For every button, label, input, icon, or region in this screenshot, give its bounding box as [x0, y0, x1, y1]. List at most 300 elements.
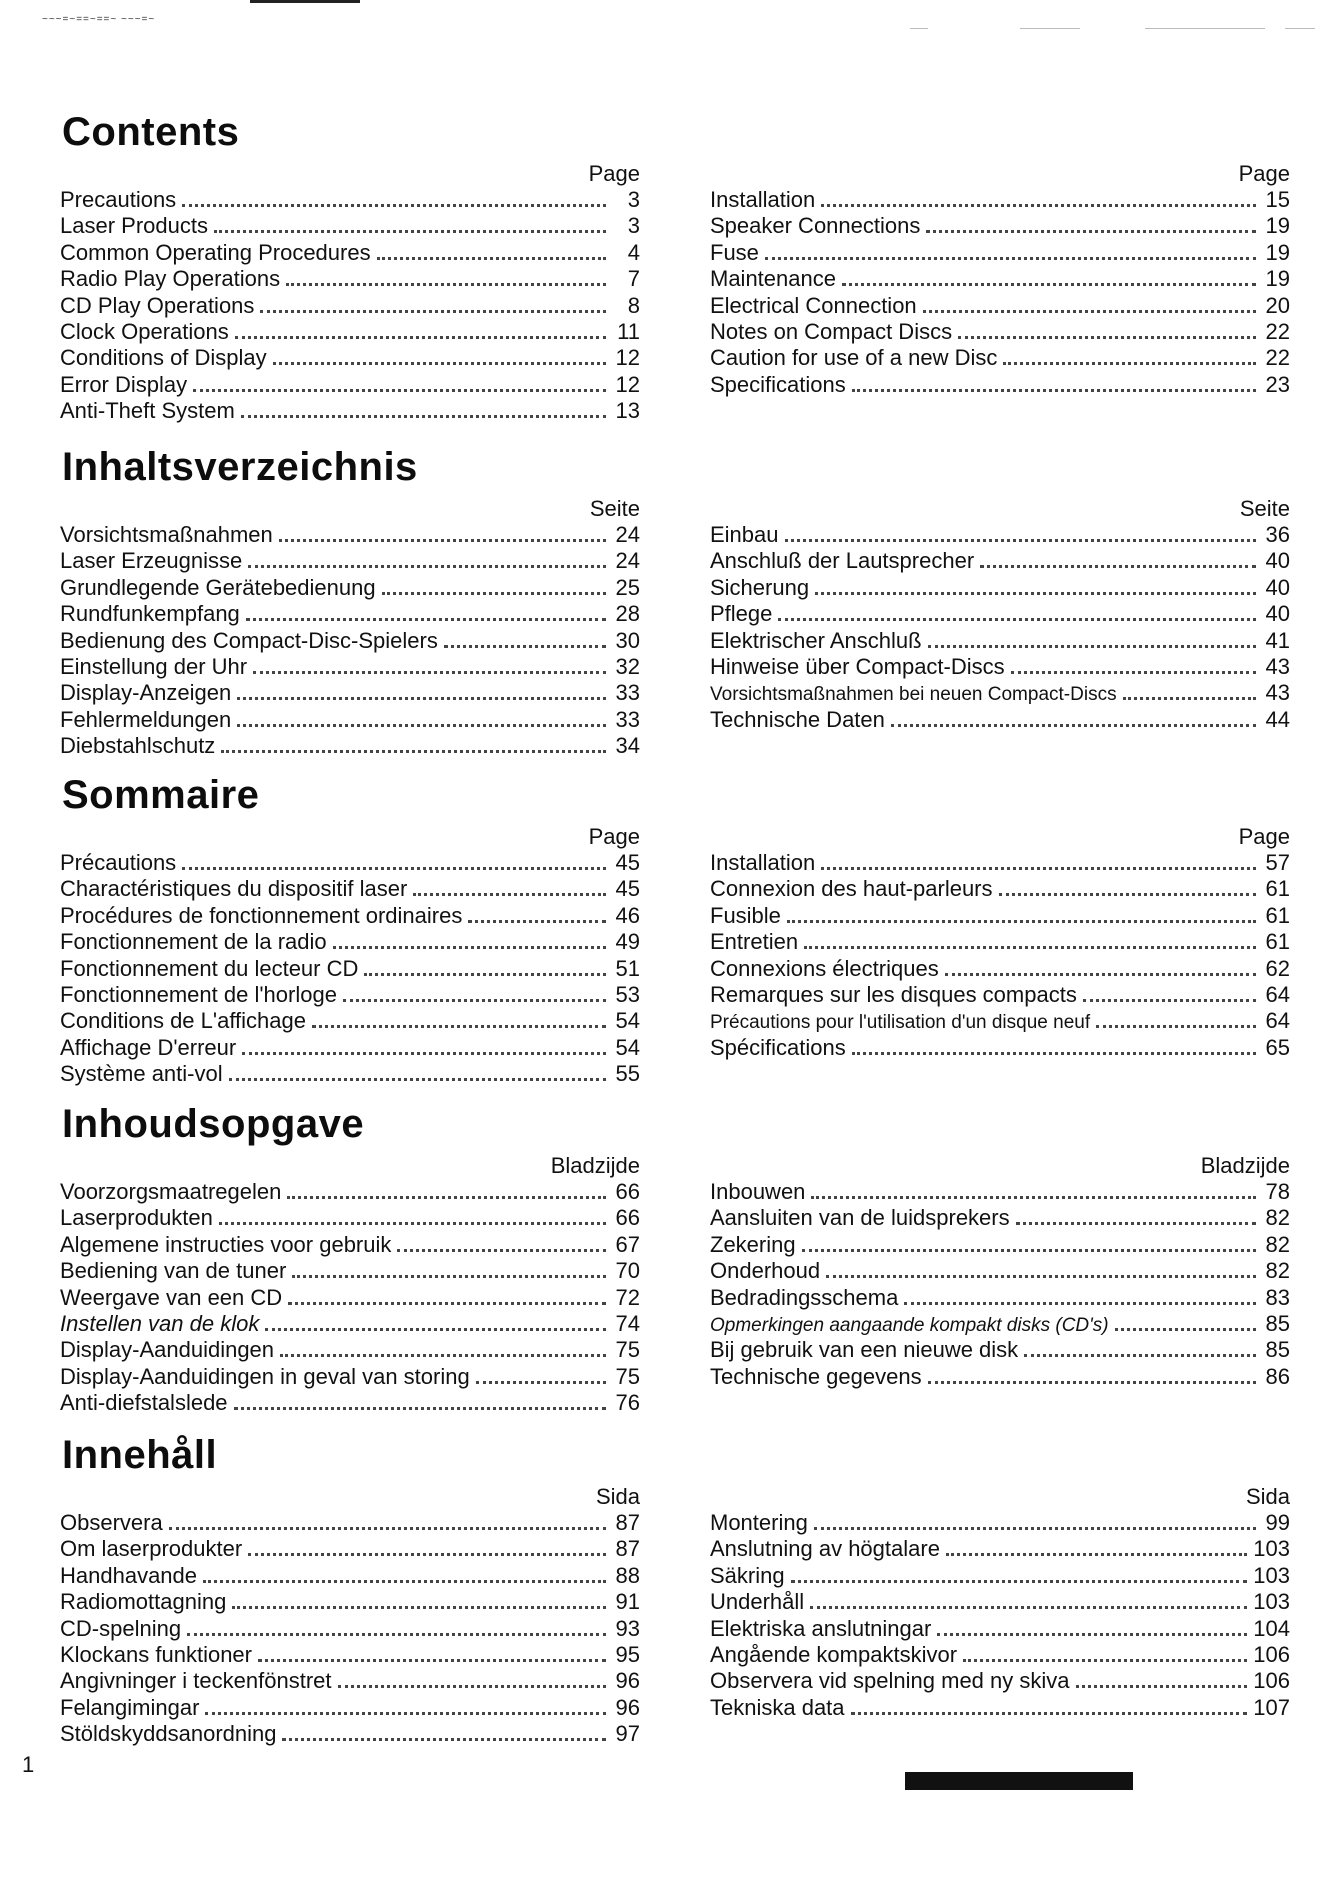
scan-top-bar	[250, 0, 360, 3]
toc-entry-page: 91	[615, 1589, 640, 1615]
toc-entry-label: CD Play Operations	[60, 292, 255, 318]
toc-entry-page: 24	[615, 522, 640, 547]
toc-column-left	[60, 1153, 640, 1417]
toc-entry[interactable]	[60, 1364, 640, 1390]
toc-entry-label: Common Operating Procedures	[60, 239, 371, 265]
dot-leader	[804, 946, 1256, 949]
toc-entry-label: Bediening van de tuner	[60, 1258, 287, 1284]
toc-entry-page: 87	[615, 1510, 640, 1535]
dot-leader	[999, 893, 1256, 896]
toc-entry-label: Display-Aanduidingen	[60, 1337, 275, 1363]
toc-entry-page: 75	[615, 1363, 640, 1389]
toc-entry[interactable]	[60, 398, 640, 424]
toc-entry[interactable]	[60, 628, 640, 654]
toc-entry-label: Affichage D'erreur	[60, 1034, 237, 1060]
toc-entry-label: Fonctionnement de la radio	[60, 929, 327, 955]
toc-entry-label: Aansluiten van de luidsprekers	[710, 1205, 1010, 1231]
toc-entry[interactable]	[60, 707, 640, 733]
dot-leader	[778, 618, 1256, 621]
toc-entry[interactable]	[60, 1285, 640, 1311]
toc-entry[interactable]	[710, 654, 1290, 680]
toc-entry[interactable]	[710, 1616, 1290, 1642]
dot-leader	[1024, 1354, 1256, 1357]
toc-entry[interactable]	[710, 876, 1290, 902]
page-column-heading: Seite	[589, 496, 640, 521]
toc-entry-label: Grundlegende Gerätebedienung	[60, 574, 376, 600]
toc-entry[interactable]	[710, 982, 1290, 1008]
toc-entry[interactable]	[710, 1205, 1290, 1231]
toc-column-right	[710, 1484, 1290, 1748]
dot-leader	[1016, 1222, 1256, 1225]
page-column-heading: Bladzijde	[1200, 1153, 1290, 1178]
toc-entry-page: 103	[1253, 1589, 1290, 1615]
toc-entry-label: Fuse	[710, 239, 759, 265]
toc-column-left	[60, 1484, 640, 1748]
toc-entry-page: 4	[627, 239, 640, 265]
dot-leader	[364, 973, 606, 976]
toc-entry[interactable]	[710, 319, 1290, 345]
dot-leader	[377, 257, 606, 260]
toc-entry-label: Vorsichtsmaßnahmen	[60, 522, 273, 547]
scan-header-mark: ~~~=~==~==~ ~~~=~	[42, 14, 156, 25]
toc-entry-label: Remarques sur les disques compacts	[710, 981, 1077, 1007]
toc-entry-label: Fehlermeldungen	[60, 706, 232, 732]
toc-column-left	[60, 496, 640, 760]
toc-entry-label: Display-Aanduidingen in geval van storing	[60, 1363, 470, 1389]
toc-entry-page: 34	[615, 733, 640, 759]
toc-entry[interactable]	[60, 213, 640, 239]
toc-entry-page: 103	[1253, 1536, 1290, 1562]
toc-entry-page: 97	[615, 1721, 640, 1747]
toc-entry[interactable]	[60, 876, 640, 902]
dot-leader	[333, 946, 606, 949]
toc-entry-page: 82	[1265, 1258, 1290, 1284]
dot-leader	[468, 920, 606, 923]
toc-entry-page: 12	[615, 371, 640, 397]
dot-leader	[246, 618, 606, 621]
toc-entry-label: Stöldskyddsanordning	[60, 1721, 277, 1747]
toc-entry-page: 78	[1265, 1179, 1290, 1204]
toc-entry[interactable]	[60, 956, 640, 982]
dot-leader	[826, 1275, 1256, 1278]
dot-leader	[814, 1527, 1256, 1530]
toc-entry[interactable]	[60, 522, 640, 548]
toc-entry-label: Spécifications	[710, 1034, 846, 1060]
dot-leader	[811, 1196, 1256, 1199]
toc-entry[interactable]	[710, 240, 1290, 266]
page-column-heading: Sida	[1245, 1484, 1290, 1509]
toc-entry-page: 49	[615, 929, 640, 955]
toc-entry-label: Notes on Compact Discs	[710, 318, 953, 344]
toc-entry-label: Anti-diefstalslede	[60, 1390, 228, 1416]
toc-entry[interactable]	[60, 1616, 640, 1642]
toc-entry-page: 86	[1265, 1363, 1290, 1389]
toc-entry-label: Conditions de L'affichage	[60, 1008, 306, 1034]
toc-entry-label: Connexion des haut-parleurs	[710, 876, 993, 902]
toc-entry-page: 82	[1265, 1205, 1290, 1231]
dot-leader	[397, 1249, 606, 1252]
toc-entry-page: 40	[1265, 601, 1290, 627]
toc-entry-label: Fonctionnement de l'horloge	[60, 981, 337, 1007]
toc-entry-page: 64	[1265, 981, 1290, 1007]
toc-entry-label: Instellen van de klok	[60, 1310, 260, 1336]
toc-entry-page: 23	[1265, 371, 1290, 397]
toc-entry[interactable]	[710, 1179, 1290, 1205]
dot-leader	[182, 867, 606, 870]
toc-column-left	[60, 824, 640, 1088]
toc-entry-page: 70	[615, 1258, 640, 1284]
dot-leader	[891, 724, 1256, 727]
toc-entry-page: 3	[627, 213, 640, 239]
toc-entry-label: Précautions	[60, 850, 177, 875]
toc-entry-label: Observera vid spelning med ny skiva	[710, 1668, 1070, 1694]
toc-entry[interactable]	[60, 1232, 640, 1258]
dot-leader	[904, 1302, 1256, 1305]
toc-entry[interactable]	[710, 1695, 1290, 1721]
toc-entry[interactable]	[710, 929, 1290, 955]
dot-leader	[851, 1712, 1248, 1715]
toc-entry[interactable]	[710, 372, 1290, 398]
dot-leader	[292, 1275, 606, 1278]
toc-entry-label: Précautions pour l'utilisation d'un disque neuf	[710, 1012, 1091, 1034]
toc-entry-label: Speaker Connections	[710, 213, 921, 239]
toc-entry-page: 96	[615, 1694, 640, 1720]
toc-entry[interactable]	[60, 680, 640, 706]
dot-leader	[937, 1633, 1247, 1636]
toc-entry-label: Säkring	[710, 1562, 785, 1588]
toc-entry[interactable]	[710, 601, 1290, 627]
dot-leader	[785, 539, 1256, 542]
toc-entry[interactable]	[60, 1668, 640, 1694]
toc-entry[interactable]	[710, 1589, 1290, 1615]
toc-entry-page: 107	[1253, 1694, 1290, 1720]
dot-leader	[958, 336, 1256, 339]
dot-leader	[1083, 999, 1256, 1002]
dot-leader	[193, 389, 606, 392]
dot-leader	[265, 1328, 606, 1331]
toc-entry[interactable]	[60, 982, 640, 1008]
toc-column-right	[710, 496, 1290, 760]
toc-entry-page: 106	[1253, 1641, 1290, 1667]
toc-entry[interactable]	[710, 575, 1290, 601]
toc-entry-page: 75	[615, 1337, 640, 1363]
toc-entry[interactable]	[60, 319, 640, 345]
toc-entry[interactable]	[60, 1563, 640, 1589]
toc-entry[interactable]	[60, 733, 640, 759]
toc-entry-label: Weergave van een CD	[60, 1284, 283, 1310]
toc-entry-label: Anschluß der Lautsprecher	[710, 548, 975, 574]
toc-entry-label: Algemene instructies voor gebruik	[60, 1231, 392, 1257]
toc-entry-page: 44	[1265, 706, 1290, 732]
dot-leader	[852, 389, 1256, 392]
dot-leader	[237, 724, 606, 727]
toc-entry-page: 43	[1265, 653, 1290, 679]
toc-entry-page: 40	[1265, 574, 1290, 600]
toc-entry[interactable]	[710, 1311, 1290, 1337]
toc-entry[interactable]	[60, 1510, 640, 1536]
toc-entry-page: 45	[615, 876, 640, 902]
toc-entry-page: 104	[1253, 1615, 1290, 1641]
toc-entry-label: Tekniska data	[710, 1694, 845, 1720]
toc-entry[interactable]	[60, 1205, 640, 1231]
toc-entry-label: Klockans funktioner	[60, 1641, 252, 1667]
dot-leader	[286, 283, 606, 286]
toc-entry-label: Installation	[710, 850, 816, 875]
toc-entry-page: 45	[615, 850, 640, 875]
dot-leader	[923, 310, 1256, 313]
dot-leader	[182, 204, 606, 207]
dot-leader	[229, 1078, 606, 1081]
scan-dash	[1145, 28, 1265, 29]
toc-columns	[60, 824, 1290, 1088]
toc-entry[interactable]	[710, 1364, 1290, 1390]
toc-entry[interactable]	[60, 1061, 640, 1087]
dot-leader	[232, 1606, 606, 1609]
toc-entry-label: Connexions électriques	[710, 955, 939, 981]
dot-leader	[1003, 362, 1256, 365]
page-column-heading: Page	[588, 824, 640, 849]
toc-entry[interactable]	[710, 266, 1290, 292]
toc-entry[interactable]	[60, 1642, 640, 1668]
dot-leader	[382, 592, 606, 595]
toc-entry-label: Display-Anzeigen	[60, 680, 232, 706]
toc-entry[interactable]	[60, 548, 640, 574]
toc-entry-label: Clock Operations	[60, 318, 229, 344]
scan-dash	[1285, 28, 1315, 29]
dot-leader	[765, 257, 1256, 260]
toc-entry-page: 20	[1265, 292, 1290, 318]
toc-entry[interactable]	[710, 1337, 1290, 1363]
toc-entry-page: 106	[1253, 1668, 1290, 1694]
toc-entry-label: Laser Products	[60, 213, 208, 239]
dot-leader	[241, 415, 606, 418]
toc-entry-label: Sicherung	[710, 574, 810, 600]
toc-entry[interactable]	[710, 1642, 1290, 1668]
toc-entry[interactable]	[710, 680, 1290, 706]
toc-section	[60, 1433, 1290, 1748]
toc-entry[interactable]	[60, 1311, 640, 1337]
toc-entry-page: 83	[1265, 1284, 1290, 1310]
toc-entry[interactable]	[60, 850, 640, 876]
toc-entry[interactable]	[710, 628, 1290, 654]
toc-entry-label: Angivninger i teckenfönstret	[60, 1668, 332, 1694]
toc-entry-page: 24	[615, 548, 640, 574]
toc-entry[interactable]	[710, 1510, 1290, 1536]
dot-leader	[242, 1052, 606, 1055]
toc-entry-page: 87	[615, 1536, 640, 1562]
toc-entry-label: Hinweise über Compact-Discs	[710, 653, 1005, 679]
dot-leader	[235, 336, 606, 339]
toc-entry-label: Opmerkingen aangaande kompakt disks (CD's)	[710, 1314, 1109, 1336]
toc-entry-page: 57	[1265, 850, 1290, 875]
toc-entry[interactable]	[710, 1232, 1290, 1258]
scan-dash	[1020, 28, 1080, 29]
toc-entry[interactable]	[60, 1179, 640, 1205]
toc-entry-page: 93	[615, 1615, 640, 1641]
toc-entry-label: Maintenance	[710, 266, 836, 292]
toc-section	[60, 773, 1290, 1088]
toc-entry-label: Anti-Theft System	[60, 398, 235, 424]
toc-entry[interactable]	[60, 601, 640, 627]
toc-entry-page: 22	[1265, 318, 1290, 344]
toc-entry-label: Observera	[60, 1510, 163, 1535]
toc-entry[interactable]	[710, 850, 1290, 876]
toc-entry[interactable]	[60, 1536, 640, 1562]
toc-entry-page: 40	[1265, 548, 1290, 574]
toc-entry[interactable]	[710, 707, 1290, 733]
toc-entry[interactable]	[60, 187, 640, 213]
section-title: Innehåll	[62, 1433, 218, 1477]
toc-entry-page: 41	[1265, 627, 1290, 653]
toc-entry-page: 30	[615, 627, 640, 653]
toc-entry[interactable]	[60, 1589, 640, 1615]
toc-entry[interactable]	[60, 903, 640, 929]
toc-section	[60, 1102, 1290, 1417]
dot-leader	[248, 565, 606, 568]
toc-section	[60, 110, 1290, 425]
toc-entry-label: Montering	[710, 1510, 808, 1535]
dot-leader	[946, 1553, 1247, 1556]
toc-entry-page: 33	[615, 706, 640, 732]
dot-leader	[279, 539, 606, 542]
dot-leader	[237, 697, 606, 700]
toc-entry-page: 62	[1265, 955, 1290, 981]
toc-entry-label: Système anti-vol	[60, 1061, 223, 1087]
toc-entry[interactable]	[60, 1035, 640, 1061]
dot-leader	[1123, 697, 1256, 700]
toc-entry[interactable]	[60, 1337, 640, 1363]
toc-entry-page: 19	[1265, 266, 1290, 292]
toc-column-right	[710, 824, 1290, 1088]
toc-entry[interactable]	[710, 548, 1290, 574]
toc-entry[interactable]	[60, 372, 640, 398]
toc-entry[interactable]	[710, 1536, 1290, 1562]
page-column-heading: Bladzijde	[550, 1153, 640, 1178]
dot-leader	[852, 1052, 1256, 1055]
page-column-heading: Seite	[1239, 496, 1290, 521]
toc-entry-page: 28	[615, 601, 640, 627]
toc-entry-page: 43	[1265, 680, 1290, 706]
section-title: Inhaltsverzeichnis	[62, 445, 418, 489]
toc-columns	[60, 1484, 1290, 1748]
toc-entry-label: Technische Daten	[710, 706, 885, 732]
toc-column-right	[710, 161, 1290, 425]
toc-entry[interactable]	[60, 654, 640, 680]
toc-entry[interactable]	[710, 1008, 1290, 1034]
toc-entry-label: Bij gebruik van een nieuwe disk	[710, 1337, 1019, 1363]
toc-entry[interactable]	[710, 1668, 1290, 1694]
toc-entry-page: 66	[615, 1205, 640, 1231]
toc-entry-label: Voorzorgsmaatregelen	[60, 1179, 282, 1204]
toc-entry[interactable]	[710, 903, 1290, 929]
toc-entry-page: 55	[615, 1061, 640, 1087]
toc-entry-page: 61	[1265, 929, 1290, 955]
toc-columns	[60, 1153, 1290, 1417]
toc-entry-page: 85	[1265, 1337, 1290, 1363]
dot-leader	[280, 1354, 606, 1357]
toc-entry-page: 12	[615, 345, 640, 371]
toc-entry-page: 36	[1265, 522, 1290, 547]
toc-column-left	[60, 161, 640, 425]
toc-entry-label: Technische gegevens	[710, 1363, 922, 1389]
toc-entry[interactable]	[710, 187, 1290, 213]
toc-entry[interactable]	[60, 1258, 640, 1284]
page-number: 1	[22, 1752, 35, 1777]
dot-leader	[187, 1633, 606, 1636]
toc-entry[interactable]	[710, 1285, 1290, 1311]
dot-leader	[260, 310, 606, 313]
page-column-heading: Page	[588, 161, 640, 186]
page-column-heading: Page	[1238, 824, 1290, 849]
dot-leader	[802, 1249, 1256, 1252]
toc-columns	[60, 496, 1290, 760]
toc-entry-label: Om laserprodukter	[60, 1536, 243, 1562]
footer-black-bar	[905, 1772, 1133, 1790]
toc-entry-label: Einstellung der Uhr	[60, 653, 248, 679]
dot-leader	[963, 1659, 1247, 1662]
section-title: Inhoudsopgave	[62, 1102, 365, 1146]
toc-entry[interactable]	[60, 293, 640, 319]
toc-entry-label: Fonctionnement du lecteur CD	[60, 955, 359, 981]
toc-entry[interactable]	[60, 1390, 640, 1416]
toc-entry[interactable]	[710, 1035, 1290, 1061]
toc-entry[interactable]	[710, 213, 1290, 239]
toc-entry[interactable]	[60, 575, 640, 601]
toc-entry[interactable]	[60, 929, 640, 955]
scan-dash	[910, 28, 928, 29]
toc-entry-page: 96	[615, 1668, 640, 1694]
toc-entry[interactable]	[60, 1721, 640, 1747]
toc-entry[interactable]	[710, 522, 1290, 548]
toc-entry[interactable]	[710, 956, 1290, 982]
dot-leader	[1115, 1328, 1256, 1331]
toc-entry-page: 64	[1265, 1008, 1290, 1034]
dot-leader	[273, 362, 606, 365]
toc-entry[interactable]	[60, 345, 640, 371]
toc-entry[interactable]	[710, 1563, 1290, 1589]
toc-entry[interactable]	[60, 1008, 640, 1034]
toc-entry[interactable]	[60, 266, 640, 292]
toc-entry-label: Underhåll	[710, 1589, 805, 1615]
toc-entry-label: Elektrischer Anschluß	[710, 627, 922, 653]
toc-entry[interactable]	[710, 1258, 1290, 1284]
dot-leader	[928, 1381, 1256, 1384]
toc-entry-page: 15	[1265, 187, 1290, 212]
toc-entry-page: 54	[615, 1008, 640, 1034]
toc-entry-label: CD-spelning	[60, 1615, 182, 1641]
toc-entry-label: Precautions	[60, 187, 177, 212]
dot-leader	[1096, 1025, 1256, 1028]
toc-entry-page: 46	[615, 902, 640, 928]
toc-entry-page: 67	[615, 1231, 640, 1257]
dot-leader	[288, 1302, 606, 1305]
dot-leader	[338, 1685, 607, 1688]
toc-entry-page: 13	[615, 398, 640, 424]
dot-leader	[815, 592, 1256, 595]
toc-entry[interactable]	[60, 240, 640, 266]
toc-entry-page: 11	[617, 318, 640, 344]
toc-entry-label: Charactéristiques du dispositif laser	[60, 876, 408, 902]
dot-leader	[791, 1580, 1248, 1583]
toc-entry[interactable]	[60, 1695, 640, 1721]
toc-entry-page: 85	[1265, 1310, 1290, 1336]
dot-leader	[205, 1712, 606, 1715]
dot-leader	[258, 1659, 606, 1662]
toc-entry[interactable]	[710, 293, 1290, 319]
dot-leader	[810, 1606, 1247, 1609]
toc-entry-label: Vorsichtsmaßnahmen bei neuen Compact-Discs	[710, 684, 1117, 706]
toc-entry[interactable]	[710, 345, 1290, 371]
